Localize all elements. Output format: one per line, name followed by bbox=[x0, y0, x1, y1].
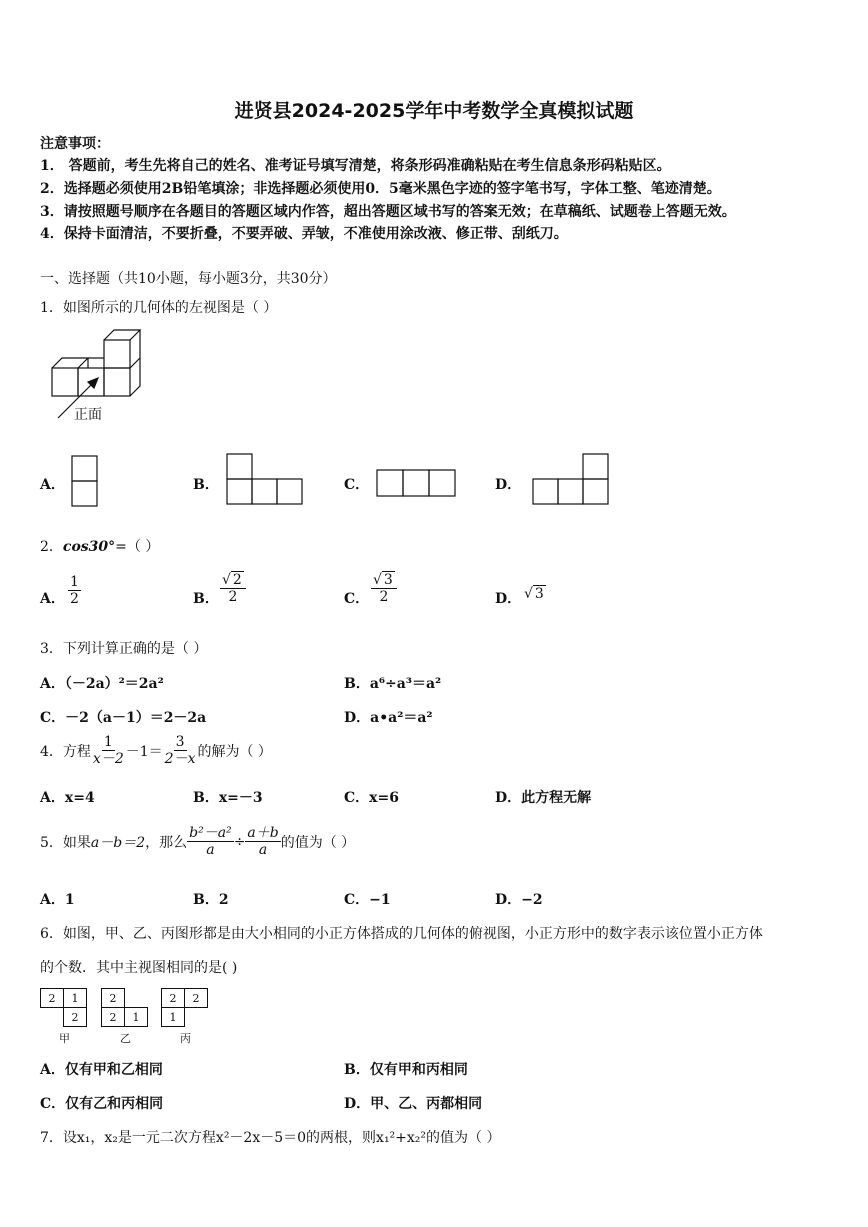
q6-label-yi: 乙 bbox=[120, 1032, 131, 1045]
q5-prefix: 5．如果 bbox=[40, 834, 91, 851]
grid-cell: 2 bbox=[102, 989, 125, 1008]
q2-stem bbox=[40, 536, 159, 556]
grid-cell: 2 bbox=[64, 1008, 87, 1027]
q1-option-d-label[interactable]: D． bbox=[495, 477, 522, 493]
q4-option-d[interactable]: D．此方程无解 bbox=[495, 790, 592, 806]
q6-grid-jia bbox=[40, 988, 87, 1027]
q5-operator: ÷ bbox=[233, 833, 246, 850]
q6-option-a[interactable]: A．仅有甲和乙相同 bbox=[40, 1062, 163, 1078]
q5-mid: ，那么 bbox=[145, 834, 188, 851]
q1-option-c-label[interactable]: C． bbox=[344, 477, 370, 493]
q5-fraction-1: $\frac{\text{b²－a²}}{a}$ bbox=[189, 825, 232, 858]
q6-stem-line-2: 的个数．其中主视图相同的是( ) bbox=[40, 960, 238, 976]
q5-fraction-2: $\frac{a+b}{a}$ bbox=[247, 825, 279, 858]
q6-option-c[interactable]: C．仅有乙和丙相同 bbox=[40, 1096, 164, 1112]
q1-option-b-figure bbox=[225, 452, 307, 508]
q3-stem: 3．下列计算正确的是（ ） bbox=[40, 641, 208, 657]
q6-option-b[interactable]: B．仅有甲和丙相同 bbox=[344, 1062, 468, 1078]
q2-option-c-label[interactable]: C． bbox=[344, 591, 370, 607]
q1-stem: 1．如图所示的几何体的左视图是（ ） bbox=[40, 300, 278, 316]
q6-grid-yi bbox=[101, 988, 148, 1027]
notice-item-1: 1． 答题前，考生先将自己的姓名、准考证号填写清楚，将条形码准确粘贴在考生信息条形码粘贴区。 bbox=[40, 158, 671, 174]
page-title: 进贤县2024-2025学年中考数学全真模拟试题 bbox=[234, 100, 634, 122]
q4-option-b[interactable]: B．x=－3 bbox=[193, 790, 263, 806]
q2-tail: =（ ） bbox=[115, 539, 160, 555]
grid-cell: 2 bbox=[185, 989, 208, 1008]
q2-option-b-label[interactable]: B． bbox=[193, 591, 219, 607]
q2-option-d-label[interactable]: D． bbox=[495, 591, 522, 607]
q2-expression: cos30° bbox=[62, 539, 116, 555]
q1-option-d-figure bbox=[531, 452, 613, 508]
q1-front-label: 正面 bbox=[74, 407, 102, 423]
q4-fraction-2: $\frac{3}{2-x}$ bbox=[164, 734, 196, 767]
q4-fraction-1: $\frac{1}{x-2}$ bbox=[92, 734, 124, 767]
q4-option-a[interactable]: A．x=4 bbox=[40, 790, 95, 806]
grid-cell: 1 bbox=[125, 1008, 148, 1027]
q7-stem: 7．设x₁，x₂是一元二次方程x²－2x－5＝0的两根，则x₁²+x₂²的值为（ ） bbox=[40, 1130, 501, 1146]
q2-option-b-value: $\frac{√ 2}{2}$ bbox=[220, 572, 246, 605]
notice-item-3: 3．请按照题号顺序在各题目的答题区域内作答，超出答题区域书写的答案无效；在草稿纸、试题卷上答题无效。 bbox=[40, 204, 736, 220]
q2-option-c-value: $\frac{√ 3}{2}$ bbox=[371, 572, 397, 605]
q6-grid-bing bbox=[161, 988, 208, 1027]
q5-stem bbox=[40, 825, 355, 858]
q1-option-c-figure bbox=[375, 468, 459, 500]
q2-option-d-value: √ 3 bbox=[524, 586, 544, 602]
q2-option-a-label[interactable]: A． bbox=[40, 591, 65, 607]
grid-cell: 1 bbox=[64, 989, 87, 1008]
q5-option-b[interactable]: B．2 bbox=[193, 892, 229, 908]
q3-option-d[interactable]: D．a•a²＝a² bbox=[344, 710, 433, 726]
q5-option-d[interactable]: D．−2 bbox=[495, 892, 543, 908]
q4-stem bbox=[40, 734, 272, 767]
notice-item-2: 2．选择题必须使用2B铅笔填涂；非选择题必须使用0．5毫米黑色字迹的签字笔书写，字体工整、笔迹清楚。 bbox=[40, 181, 721, 197]
q6-option-d[interactable]: D．甲、乙、丙都相同 bbox=[344, 1096, 483, 1112]
q1-option-a-figure bbox=[70, 454, 100, 510]
q4-option-c[interactable]: C．x=6 bbox=[344, 790, 399, 806]
q5-option-a[interactable]: A．1 bbox=[40, 892, 75, 908]
q1-option-b-label[interactable]: B． bbox=[193, 477, 219, 493]
grid-cell: 2 bbox=[102, 1008, 125, 1027]
grid-cell: 1 bbox=[162, 1008, 185, 1027]
q2-option-a-value: $\frac{1}{2}$ bbox=[70, 574, 79, 607]
q6-label-jia: 甲 bbox=[59, 1032, 70, 1045]
q3-option-a[interactable]: A．（－2a）²＝2a² bbox=[40, 676, 164, 692]
notice-heading: 注意事项： bbox=[40, 136, 110, 152]
q4-suffix: 的解为（ ） bbox=[197, 743, 272, 760]
grid-cell: 2 bbox=[162, 989, 185, 1008]
section-heading: 一、选择题（共10小题，每小题3分，共30分） bbox=[40, 271, 337, 287]
notice-item-4: 4．保持卡面清洁，不要折叠，不要弄破、弄皱，不准使用涂改液、修正带、刮纸刀。 bbox=[40, 226, 568, 242]
q2-number: 2． bbox=[40, 539, 63, 555]
q4-mid: －1＝ bbox=[125, 743, 163, 760]
q5-suffix: 的值为（ ） bbox=[280, 834, 356, 851]
q3-option-b[interactable]: B．a⁶÷a³＝a² bbox=[344, 676, 442, 692]
q4-prefix: 4．方程 bbox=[40, 743, 91, 760]
q5-option-c[interactable]: C．−1 bbox=[344, 892, 391, 908]
q6-stem-line-1: 6．如图，甲、乙、丙图形都是由大小相同的小正方体搭成的几何体的俯视图，小正方形中的数字表示该位置小正方体 bbox=[40, 926, 763, 942]
q3-option-c[interactable]: C．－2（a－1）＝2－2a bbox=[40, 710, 207, 726]
grid-cell: 2 bbox=[41, 989, 64, 1008]
q5-condition: a－b＝2 bbox=[90, 834, 146, 851]
q1-option-a-label[interactable]: A． bbox=[40, 477, 65, 493]
q6-label-bing: 丙 bbox=[180, 1032, 191, 1045]
